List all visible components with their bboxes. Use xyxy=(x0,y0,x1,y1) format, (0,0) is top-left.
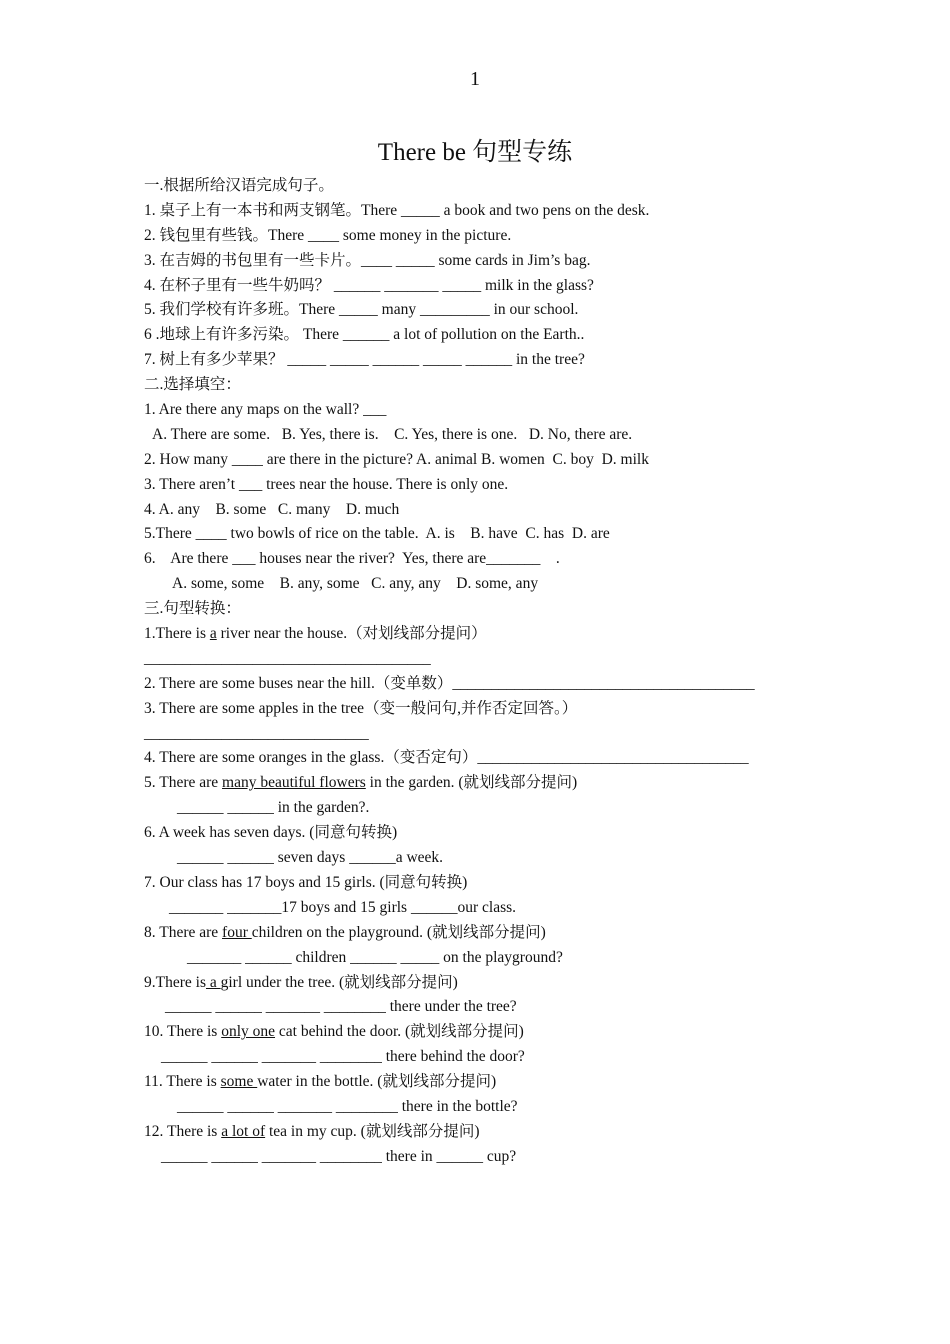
text-span: 3. 在吉姆的书包里有一些卡片。____ _____ some cards in Jim’s bag. xyxy=(144,251,591,269)
text-span: 4. There are some oranges in the glass.（变否定句）___________________________________ xyxy=(144,749,749,767)
text-span: tea in my cup. (就划线部分提问) xyxy=(265,1122,480,1140)
text-span: 5. There are xyxy=(144,774,223,792)
text-span: 3. There aren’t ___ trees near the house. There is only one. xyxy=(144,475,509,493)
text-line xyxy=(144,199,824,224)
text-span: 1. 桌子上有一本书和两支钢笔。There _____ a book and two pens on the desk. xyxy=(144,201,650,219)
text-span: 5.There ____ two bowls of rice on the table. A. is B. have C. has D. are xyxy=(144,525,610,543)
page-number: 1 xyxy=(470,68,480,90)
text-span: 7. 树上有多少苹果？ _____ _____ ______ _____ ______ in the tree? xyxy=(144,351,585,369)
text-line xyxy=(144,647,824,672)
text-line xyxy=(144,771,824,796)
text-span: 5. 我们学校有许多班。There _____ many _________ in our school. xyxy=(144,301,579,319)
text-line xyxy=(144,373,824,398)
text-line xyxy=(144,398,824,423)
text-line xyxy=(144,249,824,274)
text-line xyxy=(144,423,824,448)
text-line xyxy=(144,348,824,373)
underlined-text: some xyxy=(220,1073,258,1091)
text-line xyxy=(144,971,824,996)
underlined-text: a lot of xyxy=(221,1122,266,1140)
text-span: children on the playground. (就划线部分提问) xyxy=(251,923,546,941)
text-span: river near the house.（对划线部分提问） xyxy=(216,625,487,643)
text-line xyxy=(144,796,824,821)
text-line xyxy=(144,323,824,348)
text-span: ______ ______ _______ ________ there behind the door? xyxy=(161,1048,525,1066)
text-line xyxy=(144,697,824,722)
underlined-text: a xyxy=(205,973,221,991)
text-span: in the garden. (就划线部分提问) xyxy=(365,774,578,792)
text-line xyxy=(144,224,824,249)
text-span: 三.句型转换： xyxy=(144,600,241,618)
text-line xyxy=(144,522,824,547)
text-line xyxy=(144,1120,824,1145)
text-span: 2. 钱包里有些钱。There ____ some money in the picture. xyxy=(144,226,512,244)
text-span: _____________________________________ xyxy=(144,649,431,667)
text-line xyxy=(144,1145,824,1170)
text-line xyxy=(144,274,824,299)
underlined-text: four xyxy=(222,923,252,941)
underlined-text: a xyxy=(209,625,217,643)
text-span: ______ ______ _______ ________ there in the bottle? xyxy=(177,1097,518,1115)
text-span: 7. Our class has 17 boys and 15 girls. (同意句转换) xyxy=(144,873,468,891)
text-line xyxy=(144,174,824,199)
text-line xyxy=(144,871,824,896)
text-line xyxy=(144,946,824,971)
text-span: 6. Are there ___ houses near the river? Yes, there are_______ . xyxy=(144,550,560,568)
text-span: 4. A. any B. some C. many D. much xyxy=(144,500,400,518)
exercise-body xyxy=(144,174,824,1170)
text-line xyxy=(144,1070,824,1095)
text-line xyxy=(144,547,824,572)
text-span: 3. There are some apples in the tree（变一般问句,并作否定回答。） xyxy=(144,699,578,717)
page-title: There be 句型专练 xyxy=(377,139,573,166)
text-span: girl under the tree. (就划线部分提问) xyxy=(220,973,458,991)
text-line xyxy=(144,1020,824,1045)
text-line xyxy=(144,672,824,697)
text-span: 6. A week has seven days. (同意句转换) xyxy=(144,824,398,842)
text-line xyxy=(144,473,824,498)
text-span: 8. There are xyxy=(144,923,223,941)
text-line xyxy=(144,921,824,946)
text-line xyxy=(144,1095,824,1120)
text-span: ______ ______ in the garden?. xyxy=(177,799,370,817)
text-span: 2. There are some buses near the hill.（变单数）_______________________________________ xyxy=(144,674,755,692)
text-span: 11. There is xyxy=(144,1073,221,1091)
text-span: 2. How many ____ are there in the picture? A. animal B. women C. boy D. milk xyxy=(144,450,649,468)
text-span: ______ ______ _______ ________ there in ______ cup? xyxy=(161,1147,517,1165)
text-line xyxy=(144,572,824,597)
text-line xyxy=(144,846,824,871)
text-span: A. There are some. B. Yes, there is. C. Yes, there is one. D. No, there are. xyxy=(152,425,633,443)
text-line xyxy=(144,622,824,647)
text-line xyxy=(144,821,824,846)
text-line xyxy=(144,448,824,473)
text-span: cat behind the door. (就划线部分提问) xyxy=(275,1023,524,1041)
text-span: ______ ______ _______ ________ there under the tree? xyxy=(165,998,517,1016)
text-span: 一.根据所给汉语完成句子。 xyxy=(144,177,334,194)
text-line xyxy=(144,995,824,1020)
text-span: water in the bottle. (就划线部分提问) xyxy=(257,1073,497,1091)
text-span: _______ _______17 boys and 15 girls ______our class. xyxy=(169,898,517,916)
text-span: 9.There is xyxy=(144,973,206,991)
text-span: _____________________________ xyxy=(144,724,369,742)
text-span: 10. There is xyxy=(144,1023,222,1041)
text-line xyxy=(144,896,824,921)
text-span: 1.There is xyxy=(144,625,210,643)
text-line xyxy=(144,746,824,771)
text-span: 4. 在杯子里有一些牛奶吗？ ______ _______ _____ milk in the glass? xyxy=(144,276,594,294)
text-line xyxy=(144,597,824,622)
text-span: A. some, some B. any, some C. any, any D. some, any xyxy=(172,575,539,593)
text-span: 6 .地球上有许多污染。 There ______ a lot of pollution on the Earth.. xyxy=(144,326,585,344)
text-line xyxy=(144,722,824,747)
underlined-text: many beautiful flowers xyxy=(222,774,366,792)
underlined-text: only one xyxy=(221,1023,276,1041)
text-line xyxy=(144,298,824,323)
text-span: 二.选择填空： xyxy=(144,376,241,394)
text-span: 1. Are there any maps on the wall? ___ xyxy=(144,401,387,419)
text-span: _______ ______ children ______ _____ on the playground? xyxy=(187,948,563,966)
text-line xyxy=(144,1045,824,1070)
text-span: ______ ______ seven days ______a week. xyxy=(177,849,444,867)
text-span: 12. There is xyxy=(144,1122,222,1140)
text-line xyxy=(144,498,824,523)
